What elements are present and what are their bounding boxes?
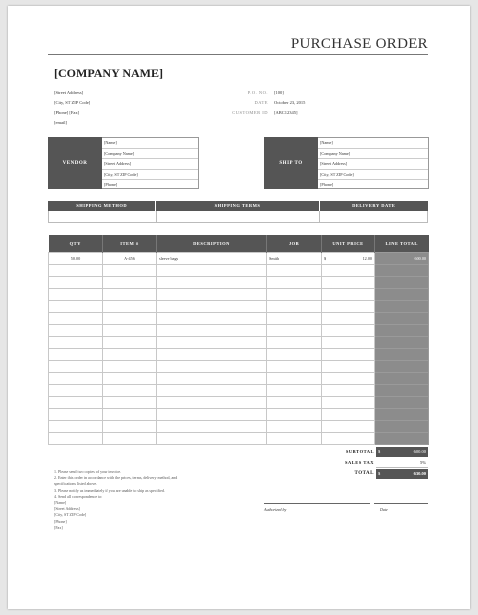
vendor-line[interactable]: [Company Name] <box>102 149 198 160</box>
currency-symbol: $ <box>324 256 327 261</box>
qty-cell[interactable] <box>49 373 103 385</box>
unit-price-cell[interactable] <box>322 349 375 361</box>
item-number-cell[interactable] <box>103 325 157 337</box>
job-cell[interactable] <box>267 397 322 409</box>
item-number-cell[interactable] <box>103 337 157 349</box>
unit-price-cell[interactable] <box>322 361 375 373</box>
job-cell[interactable] <box>267 277 322 289</box>
subtotal-value-box <box>376 447 428 457</box>
unit-price-cell[interactable] <box>322 301 375 313</box>
note-line: 1. Please send two copies of your invoice. <box>54 469 122 474</box>
document-title: PURCHASE ORDER <box>290 36 428 52</box>
description-cell[interactable] <box>157 301 267 313</box>
unit-price-cell[interactable] <box>322 409 375 421</box>
line-total-cell: 600.00 <box>375 253 429 265</box>
unit-price-cell[interactable] <box>322 373 375 385</box>
subtotal-row <box>308 446 428 457</box>
job-cell[interactable] <box>267 433 322 445</box>
item-number-cell[interactable] <box>103 421 157 433</box>
vendor-lines <box>102 137 199 189</box>
ship-to-line[interactable]: [Company Name] <box>318 149 428 160</box>
note-line: [Fax] <box>54 524 63 530</box>
description-cell[interactable] <box>157 385 267 397</box>
table-row <box>49 289 429 301</box>
unit-price-cell[interactable] <box>322 397 375 409</box>
qty-cell[interactable] <box>49 337 103 349</box>
qty-cell[interactable] <box>49 385 103 397</box>
shipping-header <box>48 201 428 211</box>
qty-cell[interactable] <box>49 301 103 313</box>
item-number-cell[interactable] <box>103 373 157 385</box>
delivery-date-field[interactable] <box>319 211 428 223</box>
table-row <box>49 301 429 313</box>
date-value: October 23, 2015 <box>274 100 306 105</box>
qty-cell[interactable] <box>49 289 103 301</box>
unit-price-cell[interactable] <box>322 385 375 397</box>
description-cell[interactable] <box>157 337 267 349</box>
qty-cell[interactable] <box>49 421 103 433</box>
item-number-cell[interactable]: A-456 <box>103 253 157 265</box>
line-total-cell <box>375 361 429 373</box>
line-total-cell <box>375 409 429 421</box>
line-total-cell <box>375 349 429 361</box>
line-total-cell <box>375 373 429 385</box>
description-cell[interactable] <box>157 409 267 421</box>
item-number-cell[interactable] <box>103 289 157 301</box>
job-cell[interactable] <box>267 325 322 337</box>
sales-tax-field[interactable] <box>376 457 428 468</box>
job-cell[interactable] <box>267 349 322 361</box>
description-cell[interactable] <box>157 265 267 277</box>
ship-to-line[interactable]: [Name] <box>318 138 428 149</box>
shipping-values <box>48 211 428 223</box>
line-total-header: LINE TOTAL <box>375 235 429 253</box>
item-number-cell[interactable] <box>103 409 157 421</box>
unit-price-header: UNIT PRICE <box>322 235 375 253</box>
table-row <box>49 373 429 385</box>
table-row <box>49 409 429 421</box>
note-line: specifications listed above. <box>54 481 98 487</box>
job-cell[interactable] <box>267 301 322 313</box>
qty-cell[interactable] <box>49 313 103 325</box>
item-number-cell[interactable] <box>103 361 157 373</box>
description-header: DESCRIPTION <box>157 235 267 253</box>
description-cell[interactable] <box>157 433 267 445</box>
sales-tax-value: 5% <box>420 459 426 465</box>
ship-to-line[interactable]: [Phone] <box>320 182 334 188</box>
total-currency: $ <box>378 471 381 476</box>
job-cell[interactable] <box>267 373 322 385</box>
qty-cell[interactable] <box>49 265 103 277</box>
note-line: 4. Send all correspondence to: <box>54 493 103 499</box>
table-row <box>49 433 429 445</box>
line-total-cell <box>375 289 429 301</box>
unit-price-cell[interactable] <box>322 265 375 277</box>
job-cell[interactable]: Smith <box>267 253 322 265</box>
subtotal-currency: $ <box>378 449 381 454</box>
shipping-terms-header: SHIPPING TERMS <box>156 201 319 211</box>
description-cell[interactable] <box>157 373 267 385</box>
job-cell[interactable] <box>267 409 322 421</box>
order-meta <box>208 88 408 118</box>
job-cell[interactable] <box>267 265 322 277</box>
sales-tax-label: SALES TAX <box>345 460 374 465</box>
job-cell[interactable] <box>267 361 322 373</box>
description-cell[interactable] <box>157 349 267 361</box>
qty-cell[interactable] <box>49 277 103 289</box>
job-cell[interactable] <box>267 421 322 433</box>
line-total-cell <box>375 421 429 433</box>
note-line: 3. Please notify us immediately if you are unable to ship as specified. <box>54 487 165 493</box>
job-cell[interactable] <box>267 289 322 301</box>
qty-cell[interactable] <box>49 361 103 373</box>
item-number-cell[interactable] <box>103 313 157 325</box>
total-value: 630.00 <box>413 471 426 476</box>
description-cell[interactable] <box>157 313 267 325</box>
note-line: [Name] <box>54 500 67 506</box>
unit-price-cell[interactable] <box>322 313 375 325</box>
table-row <box>49 337 429 349</box>
qty-cell[interactable]: 50.00 <box>49 253 103 265</box>
line-total-cell <box>375 337 429 349</box>
authorized-signature-line[interactable] <box>264 503 370 512</box>
item-number-cell[interactable] <box>103 349 157 361</box>
company-address-line: [City, ST ZIP Code] <box>54 100 91 105</box>
qty-cell[interactable] <box>49 349 103 361</box>
delivery-date-header: DELIVERY DATE <box>320 201 428 211</box>
company-address-line: [Street Address] <box>54 90 84 95</box>
title-divider <box>48 54 428 55</box>
customer-id-label: CUSTOMER ID <box>232 110 268 115</box>
po-number-row <box>208 88 408 98</box>
customer-id-value: [ABC12345] <box>274 110 298 115</box>
job-cell[interactable] <box>267 385 322 397</box>
company-address-line: [Phone] [Fax] <box>54 110 80 115</box>
item-number-cell[interactable] <box>103 301 157 313</box>
purchase-order-page <box>8 6 470 609</box>
vendor-label: VENDOR <box>48 137 102 189</box>
table-row <box>49 385 429 397</box>
company-name: [COMPANY NAME] <box>54 66 163 80</box>
ship-to-lines <box>318 137 429 189</box>
items-table <box>48 235 429 445</box>
order-notes <box>54 469 177 531</box>
item-number-cell[interactable] <box>103 433 157 445</box>
description-cell[interactable] <box>157 325 267 337</box>
ship-to-box <box>264 137 429 189</box>
date-row <box>208 98 408 108</box>
vendor-line[interactable]: [Name] <box>102 138 198 149</box>
total-row <box>308 468 428 479</box>
vendor-line[interactable]: [City, ST ZIP Code] <box>102 170 198 181</box>
description-cell[interactable] <box>157 361 267 373</box>
note-line: [City, ST ZIP Code] <box>54 512 87 518</box>
description-cell[interactable] <box>157 289 267 301</box>
item-number-header: ITEM # <box>103 235 157 253</box>
table-row <box>49 421 429 433</box>
table-row <box>49 253 429 265</box>
items-body <box>49 253 429 445</box>
unit-price-cell[interactable] <box>322 337 375 349</box>
job-cell[interactable] <box>267 337 322 349</box>
item-number-cell[interactable] <box>103 385 157 397</box>
job-header: JOB <box>267 235 322 253</box>
ship-to-label: SHIP TO <box>264 137 318 189</box>
table-row <box>49 325 429 337</box>
vendor-line[interactable]: [Phone] <box>104 182 118 188</box>
unit-price-cell[interactable] <box>322 325 375 337</box>
subtotal-label: SUBTOTAL <box>345 449 374 454</box>
note-line: [Phone] <box>54 518 67 524</box>
unit-price-cell[interactable] <box>322 253 375 265</box>
ship-to-line[interactable]: [Street Address] <box>318 159 428 170</box>
vendor-box <box>48 137 199 189</box>
sales-tax-row <box>308 457 428 468</box>
item-number-cell[interactable] <box>103 277 157 289</box>
signature-date-line[interactable] <box>374 503 428 512</box>
qty-cell[interactable] <box>49 397 103 409</box>
po-number-value: [100] <box>274 90 284 95</box>
description-cell[interactable]: sleeve bags <box>157 253 267 265</box>
customer-id-row <box>208 108 408 118</box>
qty-cell[interactable] <box>49 433 103 445</box>
unit-price-cell[interactable] <box>322 289 375 301</box>
description-cell[interactable] <box>157 277 267 289</box>
subtotal-value: 600.00 <box>413 449 426 454</box>
item-number-cell[interactable] <box>103 265 157 277</box>
table-row <box>49 361 429 373</box>
line-total-cell <box>375 277 429 289</box>
note-line: [Street Address] <box>54 506 80 512</box>
order-summary <box>308 446 428 479</box>
line-total-cell <box>375 385 429 397</box>
description-cell[interactable] <box>157 421 267 433</box>
total-value-box <box>376 469 428 479</box>
table-row <box>49 265 429 277</box>
vendor-line[interactable]: [Street Address] <box>102 159 198 170</box>
unit-price-value: 12.00 <box>362 256 372 261</box>
company-address <box>54 88 90 128</box>
line-total-cell <box>375 265 429 277</box>
company-address-line: [email] <box>54 120 67 125</box>
po-number-label: P.O. NO. <box>247 90 268 95</box>
line-total-cell <box>375 397 429 409</box>
line-total-cell <box>375 301 429 313</box>
date-label: DATE <box>254 100 268 105</box>
line-total-cell <box>375 313 429 325</box>
total-label: TOTAL <box>354 471 374 476</box>
qty-cell[interactable] <box>49 409 103 421</box>
line-total-cell <box>375 325 429 337</box>
description-cell[interactable] <box>157 397 267 409</box>
table-row <box>49 349 429 361</box>
ship-to-line[interactable]: [City, ST ZIP Code] <box>318 170 428 181</box>
job-cell[interactable] <box>267 313 322 325</box>
unit-price-cell[interactable] <box>322 433 375 445</box>
unit-price-cell[interactable] <box>322 277 375 289</box>
unit-price-cell[interactable] <box>322 421 375 433</box>
table-row <box>49 313 429 325</box>
table-row <box>49 277 429 289</box>
authorized-label: Authorized by <box>264 507 287 512</box>
table-row <box>49 397 429 409</box>
items-header-row <box>49 235 429 253</box>
signature-date-label: Date <box>380 507 388 512</box>
shipping-method-header: SHIPPING METHOD <box>48 201 156 211</box>
note-line: 2. Enter this order in accordance with the prices, terms, delivery method, and <box>54 475 178 481</box>
item-number-cell[interactable] <box>103 397 157 409</box>
qty-header: QTY <box>49 235 103 253</box>
line-total-cell <box>375 433 429 445</box>
qty-cell[interactable] <box>49 325 103 337</box>
shipping-method-field[interactable] <box>48 211 156 223</box>
shipping-terms-field[interactable] <box>156 211 319 223</box>
